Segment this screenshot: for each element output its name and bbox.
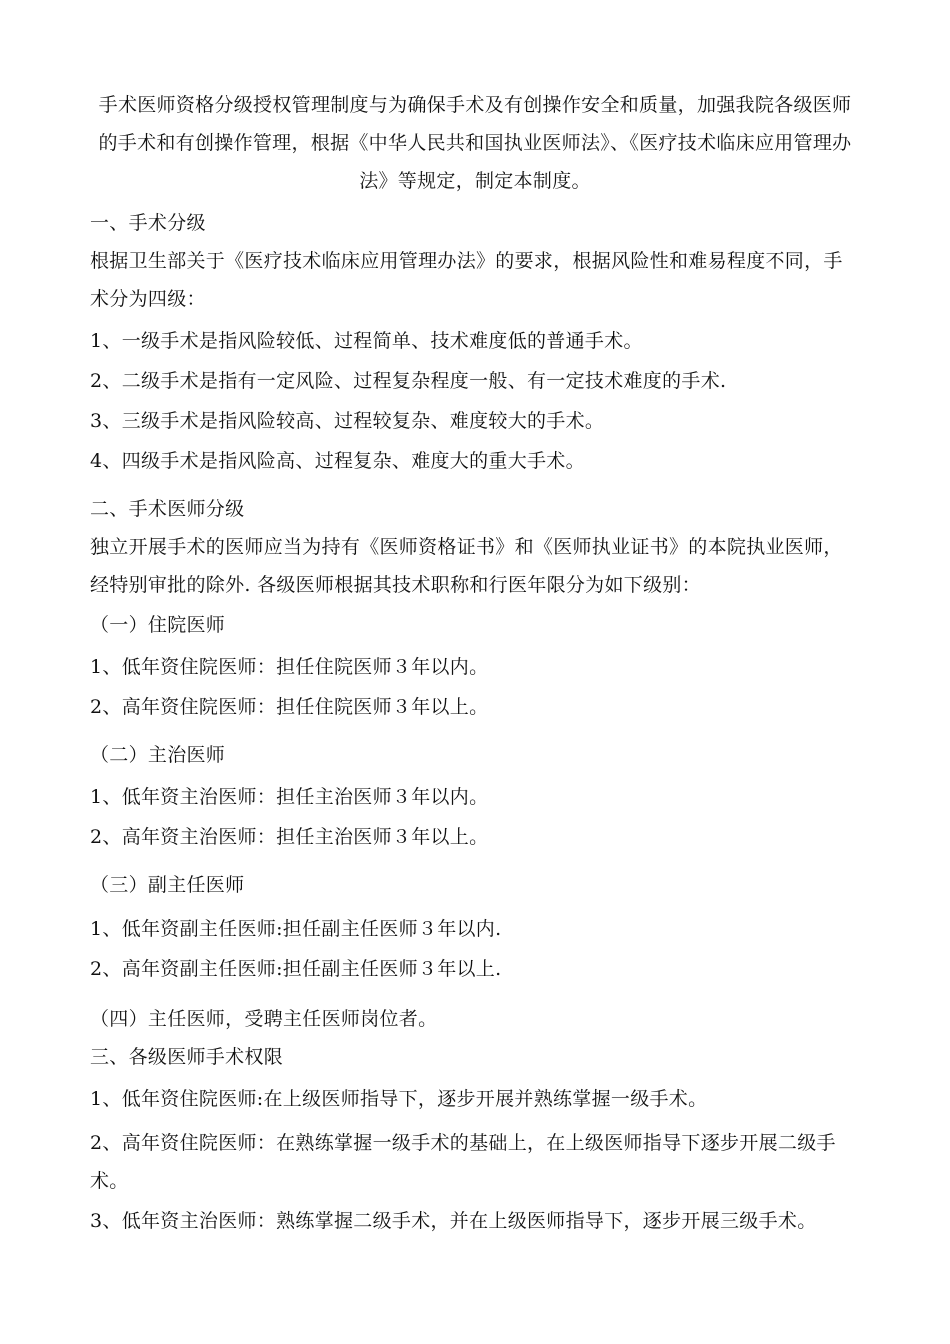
section-3-item-1: 1、低年资住院医师:在上级医师指导下，逐步开展并熟练掌握一级手术。 <box>90 1088 708 1110</box>
subsection-1-item-2: 2、高年资住院医师：担任住院医师３年以上。 <box>90 696 489 718</box>
subsection-4-title: （四）主任医师，受聘主任医师岗位者。 <box>90 1008 438 1030</box>
subsection-3-item-2: 2、高年资副主任医师:担任副主任医师３年以上. <box>90 958 502 980</box>
section-2-paragraph: 独立开展手术的医师应当为持有《医师资格证书》和《医师执业证书》的本院执业医师，经特别审批的除外. 各级医师根据其技术职称和行医年限分为如下级别： <box>90 536 843 596</box>
subsection-2-title: （二）主治医师 <box>90 744 226 766</box>
subsection-2-item-2: 2、高年资主治医师：担任主治医师３年以上。 <box>90 826 489 848</box>
subsection-2-item-1: 1、低年资主治医师：担任主治医师３年以内。 <box>90 786 489 808</box>
section-3-item-3: 3、低年资主治医师：熟练掌握二级手术，并在上级医师指导下，逐步开展三级手术。 <box>90 1210 817 1232</box>
subsection-3-item-1: 1、低年资副主任医师:担任副主任医师３年以内. <box>90 918 502 940</box>
intro-paragraph: 手术医师资格分级授权管理制度与为确保手术及有创操作安全和质量，加强我院各级医师的手术和有创操作管理，根据《中华人民共和国执业医师法》、《医疗技术临床应用管理办法》等规定，制定本制度。 <box>98 94 852 192</box>
section-1-item-2: 2、二级手术是指有一定风险、过程复杂程度一般、有一定技术难度的手术. <box>90 370 727 392</box>
section-1-item-3: 3、三级手术是指风险较高、过程较复杂、难度较大的手术。 <box>90 410 605 432</box>
section-3-title: 三、各级医师手术权限 <box>90 1046 284 1068</box>
section-1-title: 一、手术分级 <box>90 212 206 234</box>
section-1-paragraph: 根据卫生部关于《医疗技术临床应用管理办法》的要求，根据风险性和难易程度不同，手术分为四级： <box>90 250 843 310</box>
section-3-item-2: 2、高年资住院医师：在熟练掌握一级手术的基础上，在上级医师指导下逐步开展二级手术。 <box>90 1132 836 1192</box>
subsection-1-title: （一）住院医师 <box>90 614 226 636</box>
section-1-item-4: 4、四级手术是指风险高、过程复杂、难度大的重大手术。 <box>90 450 585 472</box>
subsection-1-item-1: 1、低年资住院医师：担任住院医师３年以内。 <box>90 656 489 678</box>
subsection-3-title: （三）副主任医师 <box>90 874 245 896</box>
section-1-item-1: 1、一级手术是指风险较低、过程简单、技术难度低的普通手术。 <box>90 330 643 352</box>
section-2-title: 二、手术医师分级 <box>90 498 245 520</box>
